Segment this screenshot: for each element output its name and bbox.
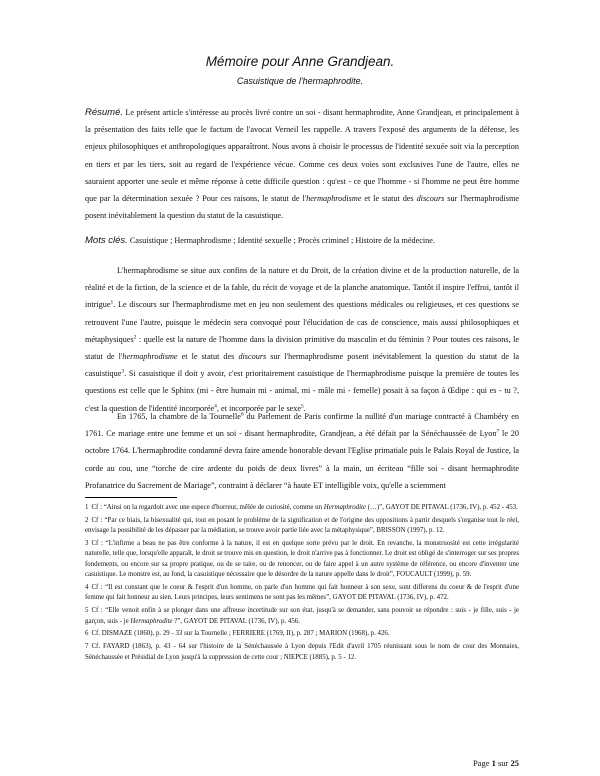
- footnote-text: Cf. DISMAZE (1860), p. 29 - 33 sur la Tournelle ; FERRIERE (1769, II), p. 287 ; MARION (1968), p. 426.: [91, 630, 390, 638]
- body-text: : quelle est la nature de l'homme dans la division primitive du masculin et du féminin ? Pour toutes ces raisons, le statut de l': [85, 334, 519, 362]
- body-italic-term: hermaphrodisme: [122, 352, 178, 362]
- footnote-text: Cf : “L'infirme a beau ne pas être conforme à la nature, il est en quelque sorte prévu par le droit. En revanche, la monstruosité est cette irrégularité naturelle, telle que, lorsqu'elle apparaît, le droit se trouve mis en question, le droit n'arrive pas à fonctionner. Le droit est obligé de s'interroger sur ses propres fondements, ou encore sur sa propre pratique, ou de se taire, ou de renoncer, ou de faire appel à un autre système de référence, ou encore d'inventer une casuistique. Le monstre est, au fond, la casuistique nécessaire que le désordre de la nature appelle dans le droit”, FOUCAULT (1999), p. 59.: [85, 540, 519, 579]
- body-text: .: [303, 403, 306, 413]
- footnote-ref[interactable]: 6: [240, 411, 244, 418]
- body-text: le 20 octobre 1764. L'hermaphrodite condamné devra faire amende honorable devant l'Eglise primatiale puis le Palais Royal de Justice, la corde au cou, une “torche de cire ardente du poids de deux livres” à la main, un écriteau “fille soi - disant hermaphrodite Profanatrice du Sacrement de Mariage”, contraint à déclarer “à haute ET intelligible voix, qu'elle a sciemment: [85, 429, 519, 490]
- abstract-text: et le statut des: [361, 194, 417, 204]
- page-number-middle: sur: [495, 758, 511, 768]
- abstract-label: Résumé.: [85, 107, 124, 118]
- footnote: [85, 539, 519, 581]
- body-text: et le statut des: [177, 352, 239, 362]
- keywords-text: Casuistique ; Hermaphrodisme ; Identité sexuelle ; Procès criminel ; Histoire de la médecine.: [127, 236, 435, 245]
- body-paragraph-1: [85, 262, 519, 417]
- page-number-prefix: Page: [472, 758, 492, 768]
- document-title: Mémoire pour Anne Grandjean.: [205, 54, 395, 69]
- body-text: , et incorporée par le sexe: [216, 403, 301, 413]
- footnote-ref[interactable]: 4: [214, 402, 217, 409]
- document-subtitle: Casuistique de l'hermaphrodite.: [236, 76, 364, 86]
- page-total: 25: [510, 758, 519, 768]
- footnote-number: 3: [85, 540, 89, 547]
- footnote-ref[interactable]: 7: [496, 428, 500, 435]
- footnote: [85, 629, 519, 639]
- footnote-ref[interactable]: 1: [110, 299, 114, 306]
- page-current: 1: [491, 758, 496, 768]
- footnote-ref[interactable]: 5: [301, 402, 304, 409]
- footnote-ref[interactable]: 3: [121, 368, 125, 375]
- footnote-text: (…)”, GAYOT DE PITAVAL (1736, IV), p. 452 - 453.: [365, 504, 518, 511]
- keywords-label: Mots clés.: [85, 235, 128, 246]
- footnote-number: 4: [85, 584, 89, 592]
- footnote-separator: [85, 497, 177, 498]
- body-text: . Le discours sur l'hermaphrodisme met en jeu non seulement des questions médicales ou religieuses, et ces questions se retrouvent l'une l'autre, puisque le médecin sera convoqué pour l'élucidation de cas de conscience, mais aussi philosophiques et métaphysiques: [85, 300, 519, 344]
- footnote-number: 2: [85, 516, 89, 524]
- footnote-number: 5: [85, 607, 89, 615]
- footnote: [85, 583, 519, 604]
- abstract-italic-term: discours: [416, 194, 445, 204]
- footnote-number: 7: [85, 643, 89, 651]
- footnote-italic: Hermaphrodite: [323, 504, 366, 511]
- body-text: sur l'hermaphrodisme posent inévitablement la question du statut de la casuistique: [85, 352, 519, 379]
- footnote-ref[interactable]: 2: [133, 334, 137, 341]
- abstract-paragraph: [85, 104, 519, 224]
- abstract-text: sur l'hermaphrodisme posent inévitablement la question du statut de la casuistique.: [85, 194, 519, 221]
- body-text: . Si casuistique il doit y avoir, c'est prioritairement casuistique de l'hermaphrodisme puisque la première de toutes les questions est celle que le Sphinx (mi - être humain mi - animal, mi - mâle mi - femelle) posait à sa façon à Œdipe : qui es - tu ?, c'est la question de l'identité incorporée: [85, 369, 519, 413]
- footnote-text: Cf. FAYARD (1863), p. 43 - 64 sur l'histoire de la Sénéchaussée à Lyon depuis l'Edit d'avril 1705 réunissant sous le nom de cour des Monnaies, Sénéchaussée et Présidial de Lyon jusqu'à la suppression de cette cour ; NIEPCE (1885), p. 5 - 12.: [85, 643, 519, 661]
- body-text: L'hermaphrodisme se situe aux confins de la nature et du Droit, de la création divine et de la production naturelle, de la réalité et de la fiction, de la science et de la fable, du récit de voyage et de la planche anatomique. Tantôt il inspire l'effroi, tantôt il intrigue: [85, 266, 519, 310]
- body-text: du Parlement de Paris confirme la nullité d'un mariage contracté à Chambéry en 1761. Ce mariage entre une femme et un soi - disant hermaphrodite, Grandjean, a été défait par la Sénéchaussée de Lyon: [85, 412, 519, 439]
- abstract-italic-term: hermaphrodisme: [306, 194, 362, 204]
- footnote-number: 1: [85, 504, 89, 511]
- footnote-text: Cf : “Par ce biais, la bisexualité qui, tout en posant le problème de la signification et de l'origine des oppositions à partir desquels s'organise tout le réel, envisage la possibilité de les dépasser par la médiation, se trouve avoir partie liée avec la métaphysique”, BRISSON (1997), p. 12.: [85, 516, 519, 535]
- footnote: [85, 503, 519, 513]
- keywords-paragraph: [85, 232, 519, 249]
- body-italic-term: discours: [238, 352, 267, 362]
- footnote-text: Cf : “Ainsi on la regardoit avec une espece d'horreur, mêlée de curiosité, comme un: [91, 504, 324, 511]
- footnote-number: 6: [85, 630, 89, 638]
- footnote: [85, 516, 519, 537]
- footnote-italic: Hermaphrodite: [130, 617, 173, 625]
- page-number: [473, 758, 519, 768]
- body-paragraph-2: [85, 408, 519, 494]
- footnote-text: Cf : “Il est constant que le coeur & l'esprit d'un homme, on parle d'un homme qui fait honneur à son sexe, sont differens du coeur & de l'esprit d'une femme qui fait honneur au sien. Leurs principes, leurs sentimens ne sont pas les mêmes”, GAYOT DE PITAVAL (1736, IV), p. 472.: [85, 584, 519, 602]
- footnote-text: Cf : “Elle venoit enfin à se plonger dans une affreuse incertitude sur son état, jusqu'à se demander, sans pouvoir se répondre : suis - je fille, suis - je garçon, suis - je: [85, 607, 519, 625]
- footnote: [85, 642, 519, 663]
- body-text: En 1765, la chambre de la Tournelle: [117, 412, 241, 421]
- abstract-text: Le présent article s'intéresse au procès livré contre un soi - disant hermaphrodite, Anne Grandjean, et principalement à la présentation des faits telle que le factum de l'avocat Verneil les rappelle. A travers l'exposé des arguments de la défense, les enjeux philosophiques et anthropologiques apparaîtront. Nous avons à choisir le processus de l'identité sexuée soit via la perception en tiers et par les tiers, soit au regard de l'expérience vécue. Comme ces deux voies sont exclusives l'une de l'autre, elles ne sauraient apporter une seule et même réponse à cette difficile question : qu'est - ce que l'homme - si l'homme ne peut être homme que par la détermination sexuée ? Pour ces raisons, le statut de l': [85, 108, 519, 204]
- footnote-text: ?”, GAYOT DE PITAVAL (1736, IV), p. 456.: [172, 617, 300, 625]
- footnote: [85, 606, 519, 627]
- footnotes: [85, 503, 519, 665]
